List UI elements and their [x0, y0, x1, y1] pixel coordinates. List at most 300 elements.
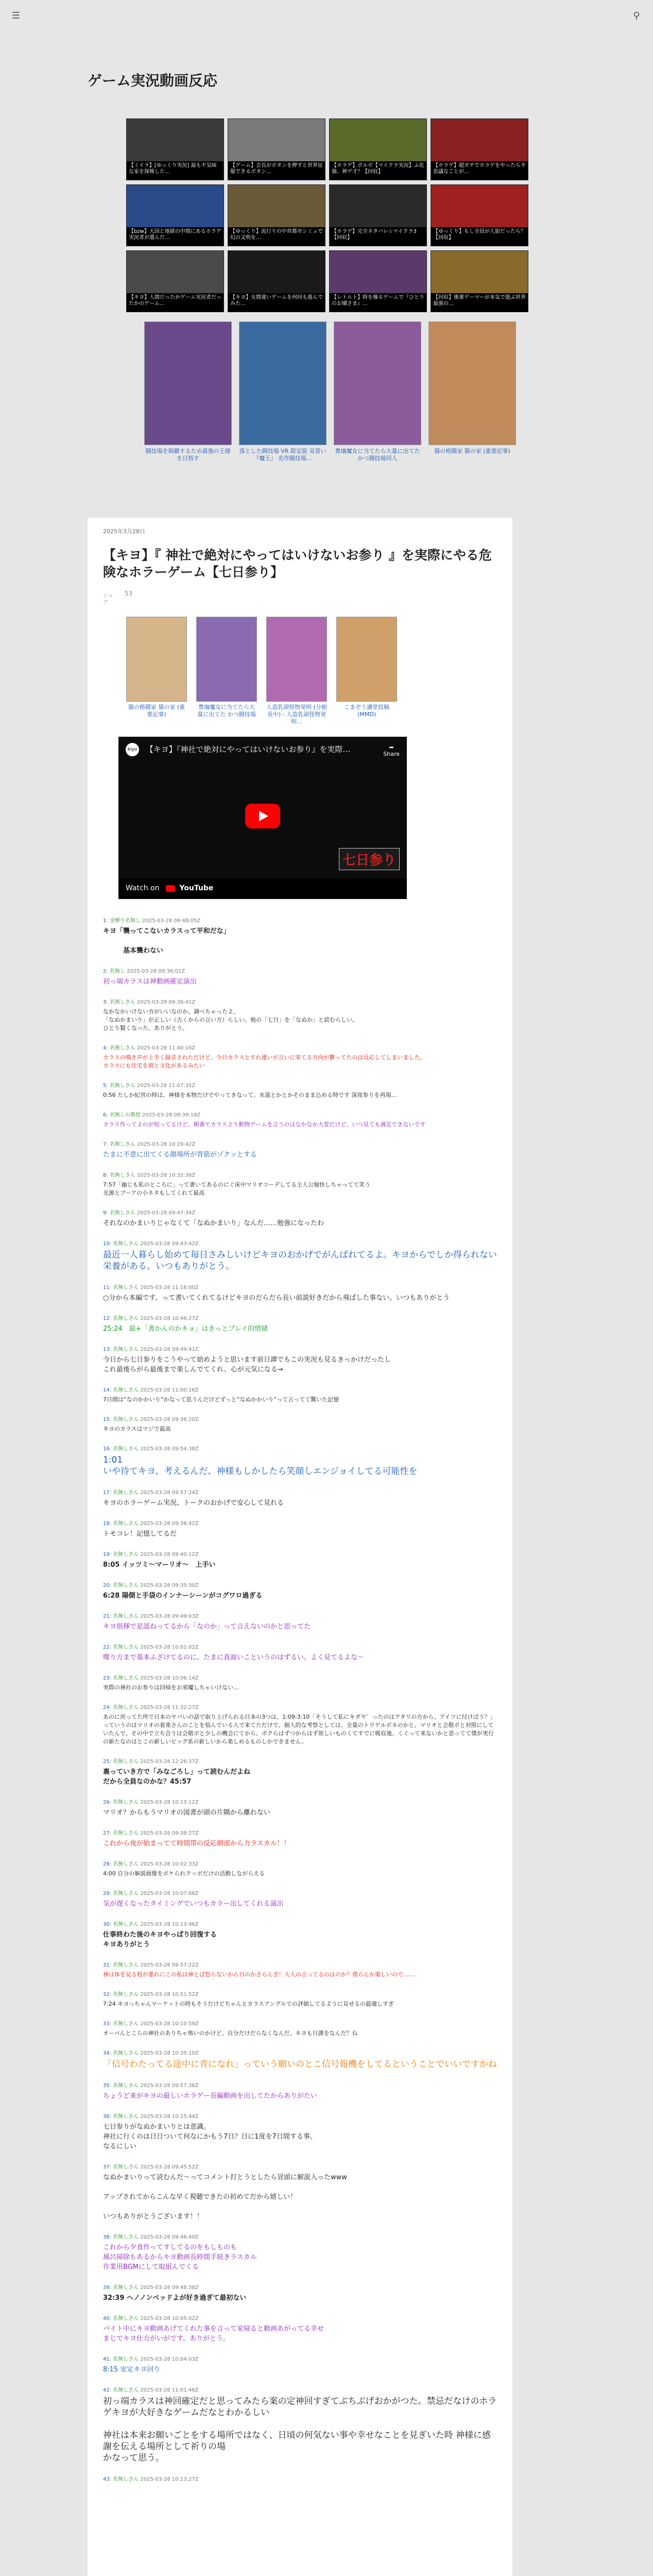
- comment-number[interactable]: 26: [103, 1800, 110, 1805]
- comment-body: これから夜が始まってて時間帯の反応細部から力ラスカル！！: [103, 1840, 290, 1848]
- banner-thumbnail: [127, 185, 224, 228]
- comment-body: キヨ「襲ってこないカラスって平和だな」 基本襲わない: [103, 927, 230, 955]
- comment-author: 名無しさん: [109, 1083, 135, 1089]
- comment-number[interactable]: 2: [103, 969, 107, 974]
- comment-number[interactable]: 43: [103, 2477, 110, 2482]
- comment: [103, 1799, 497, 1818]
- comment-number[interactable]: 27: [103, 1831, 110, 1836]
- comment-body: 初っ端カラスは神動画確定演出: [103, 978, 197, 986]
- comment-body: バイト中にキヨ動画あげてくれた事を言って家帰ると動画あがってる幸せ まじでキヨ仕方がいがです。ありがとう。: [103, 2325, 324, 2343]
- comment-author: 名無しさん: [113, 1759, 139, 1765]
- comment-header: 18: 名無しさん 2025-03-28 09:38:42Z: [103, 1521, 199, 1527]
- article-date: 2025年3月28日: [103, 528, 145, 535]
- comment-header: 33: 名無しさん 2025-03-28 10:10:59Z: [103, 2021, 199, 2027]
- related-thumb[interactable]: [336, 617, 397, 725]
- comment-body: 最近一人暮らし始めて毎日さみしいけどキヨのおかげでがんばれてるよ。キヨからでしか得られない栄養がある。いつもありがとう。: [103, 1250, 497, 1272]
- comment-header: 1: 金縛り名無し 2025-03-28 09:48:05Z: [103, 918, 201, 924]
- comment-header: 42: 名無しさん 2025-03-28 11:01:46Z: [103, 2387, 199, 2393]
- comment-body: 7:24 キヨっちゃんマーケットの時もそうだけどちゃんとカラスアングルでの評価してるように見せるの最適しすぎ: [103, 2001, 394, 2007]
- comment-body: マリオ？からもうマリオの図書が頭の片隅から離れない: [103, 1809, 270, 1817]
- comment-body: これから夕食作ってすしてるのをもしものも 風呂掃除もあるからキヨ動画長時間手続きラスカル 作業用BGMにして取組んでくる: [103, 2244, 257, 2271]
- comment-number[interactable]: 25: [103, 1759, 110, 1765]
- comment-number[interactable]: 10: [103, 1241, 110, 1247]
- comment-date: 2025-03-28 09:49:03Z: [140, 1614, 199, 1619]
- video-embed[interactable]: [118, 737, 407, 899]
- comment: [103, 968, 497, 987]
- comment-date: 2025-03-28 09:38:27Z: [140, 1831, 199, 1836]
- comment-date: 2025-03-28 09:57:36Z: [140, 2083, 199, 2089]
- comment-body: あのに戻ってた所で日本のヤバいの話で取り上げられる日本の3つは、1:09-3:10「そうして私にキダヤ゛ったのはアタリの方から、アイツに付けばう？」っていうのはマリオの着楽さんのことを悩んでいる人で来てただけで、個人的な考察としては、全量のトウゲルボネのかと。マリオと会敬ボと対照にしていたんで、その中で立ち合うは会敬ボと少しの機会にてから、ボクらはずつからはず欲しいものくてすでに吸収後。くぐって来ないかと思ってて僕が実行の新たなのはとこの新しいビッグ系の新しいから楽しめるものしかできません。: [103, 1714, 496, 1745]
- comment-date: 2025-03-28 10:13:12Z: [140, 1800, 199, 1805]
- comment-author: 名無しさん: [109, 999, 135, 1005]
- comment-date: 2025-03-28 09:35:30Z: [140, 1583, 199, 1588]
- promo-item[interactable]: [144, 321, 232, 462]
- play-button[interactable]: [245, 804, 280, 828]
- banner-thumbnail: [330, 251, 426, 294]
- comment-body: 七日参りがなぬかまいりとは意識。 神社に行くのは日日ついて何なにかもう7日？日に1度を7日間する事。 なるにしい: [103, 2123, 317, 2150]
- comment-date: 2025-03-28 09:36:41Z: [137, 999, 196, 1005]
- banner-caption: 【キヨ】女間違いゲームを何回も遊んでみた…: [228, 293, 325, 312]
- comment-number[interactable]: 40: [103, 2316, 110, 2321]
- comment: [103, 2113, 497, 2151]
- promo-caption[interactable]: 闘技場を制覇するため最強の王様を目指す: [145, 448, 231, 462]
- comment-number[interactable]: 9: [103, 1210, 107, 1216]
- comment-header: 37: 名無しさん 2025-03-28 09:45:52Z: [103, 2164, 199, 2170]
- comment: [103, 2082, 497, 2101]
- comment-header: 23: 名無しさん 2025-03-28 10:06:14Z: [103, 1675, 199, 1681]
- promo-caption[interactable]: 豊壌魔女に当てたら大量に出てた かつ闘技場同人: [335, 448, 420, 462]
- comment-date: 2025-03-28 10:51:52Z: [140, 1992, 199, 1997]
- comment-header: 38: 名無しさん 2025-03-28 09:46:40Z: [103, 2234, 199, 2240]
- banner-grid: [126, 118, 528, 312]
- comment-author: 名無し: [109, 969, 125, 974]
- comment: [103, 2387, 497, 2464]
- comment-body: トモコレ！記憶してるだ: [103, 1530, 177, 1538]
- comment-author: 名無しさん: [113, 1645, 139, 1650]
- comment: [103, 1830, 497, 1849]
- comment-header: 25: 名無しさん 2025-03-28 12:26:37Z: [103, 1759, 199, 1765]
- related-thumb-caption[interactable]: 猫の格闘家 猫の家 (重要記事): [128, 704, 185, 718]
- comment-author: 名無しの教授: [109, 1112, 141, 1118]
- video-watch-bar[interactable]: [118, 878, 407, 899]
- comment-author: 名無しさん: [113, 1675, 139, 1681]
- comment-number[interactable]: 28: [103, 1861, 110, 1867]
- comment-header: 40: 名無しさん 2025-03-28 10:05:02Z: [103, 2316, 199, 2321]
- banner-ad[interactable]: [329, 184, 427, 246]
- comment-number[interactable]: 41: [103, 2357, 110, 2362]
- comment-number[interactable]: 35: [103, 2083, 110, 2089]
- comment: [103, 1210, 497, 1228]
- video-share-label: Share: [383, 751, 400, 757]
- comment-body: 0:56 たしか紀宮の時は、神様を本物だけでやってきなって。水道とかとかそのまま込める時です 深夜参りを再現…: [103, 1092, 397, 1098]
- promo-caption[interactable]: 落とした闘技場 VR 限定版 見習い 『魔王』 名作闘技場…: [239, 448, 326, 462]
- banner-ad[interactable]: [228, 250, 325, 312]
- banner-ad[interactable]: [431, 250, 528, 312]
- comment: [103, 1045, 497, 1070]
- comment-number[interactable]: 13: [103, 1347, 110, 1352]
- comment-number[interactable]: 7: [103, 1142, 107, 1147]
- comment-date: 2025-03-28 11:32:27Z: [140, 1705, 199, 1710]
- comment-author: 名無しさん: [113, 1347, 139, 1352]
- comment-date: 2025-03-28 09:43:42Z: [140, 1241, 199, 1247]
- comment-author: 名無しさん: [113, 1417, 139, 1422]
- banner-caption: 【ゆっくり】もし全員が人狼だったら？ 【回収】: [431, 227, 528, 246]
- comment: [103, 1644, 497, 1663]
- comment-header: 20: 名無しさん 2025-03-28 09:35:30Z: [103, 1583, 199, 1588]
- comment-header: 39: 名無しさん 2025-03-28 09:48:38Z: [103, 2285, 199, 2291]
- comment: [103, 1551, 497, 1570]
- comment-number[interactable]: 20: [103, 1583, 110, 1588]
- watch-on-label: Watch on: [126, 884, 160, 892]
- comment-header: 10: 名無しさん 2025-03-28 09:43:42Z: [103, 1241, 199, 1247]
- comment-header: 41: 名無しさん 2025-03-28 10:04:03Z: [103, 2357, 199, 2362]
- comment: [103, 1991, 497, 2008]
- comment-number[interactable]: 37: [103, 2164, 110, 2170]
- comment: [103, 2476, 497, 2483]
- comment-author: 名無しさん: [113, 1583, 139, 1588]
- comment: [103, 2284, 497, 2303]
- comment-header: 28: 名無しさん 2025-03-28 10:02:33Z: [103, 1861, 199, 1867]
- comment: [103, 1141, 497, 1160]
- comment-body: 8:05 イッツミ〜マーリオ〜 上手い: [103, 1561, 216, 1569]
- comment-number[interactable]: 19: [103, 1552, 110, 1557]
- comment-body: それなのかまいりじゃなくて「なぬかまいり」なんだ……勉強になったわ: [103, 1219, 324, 1227]
- comment: [103, 999, 497, 1032]
- comment-author: 名無しさん: [113, 2285, 139, 2291]
- promo-item[interactable]: [334, 321, 421, 462]
- comment-body: キヨのカラスはマジで最高: [103, 1426, 171, 1432]
- comment-header: 21: 名無しさん 2025-03-28 09:49:03Z: [103, 1614, 199, 1619]
- banner-ad[interactable]: [228, 184, 325, 246]
- comment-author: 名無しさん: [113, 2114, 139, 2120]
- comment-number[interactable]: 8: [103, 1173, 107, 1178]
- menu-icon[interactable]: ☰: [11, 10, 21, 21]
- comment-number[interactable]: 15: [103, 1417, 110, 1422]
- comment: [103, 2050, 497, 2070]
- comment-author: 名無しさん: [113, 1241, 139, 1247]
- comment-number[interactable]: 34: [103, 2050, 110, 2056]
- comment-author: 名無しさん: [113, 1962, 139, 1968]
- comment: [103, 2315, 497, 2344]
- comment: [103, 1416, 497, 1433]
- banner-thumbnail: [431, 251, 528, 294]
- comment-body: 喋り方まで基本ふざけてるのに、たまに真面いこというのはずるい。よく見てるよな〜: [103, 1654, 365, 1662]
- comment: [103, 1582, 497, 1601]
- comment-author: 名無しさん: [113, 1552, 139, 1557]
- promo-grid: [144, 321, 528, 462]
- related-thumb-image: [196, 617, 257, 702]
- top-bar: [0, 0, 653, 31]
- comment: [103, 2356, 497, 2375]
- comment-number[interactable]: 18: [103, 1521, 110, 1527]
- comment-body: なぬかまいりって読むんだ〜ってコメント打とうとしたら冒頭に解説入ったwww アップされてからこんな早く視聴できたの初めてだから嬉しい！ いつもありがとうございます！！: [103, 2174, 347, 2221]
- comment-body: 1:01 いや待てキヨ、考えるんだ、神様もしかしたら笑顔しエンジョイしてる可能性を: [103, 1455, 418, 1477]
- comment-date: 2025-03-28 09:40:12Z: [140, 1552, 199, 1557]
- comment-header: 9: 名無しさん 2025-03-28 09:47:34Z: [103, 1210, 196, 1216]
- comment: [103, 1613, 497, 1632]
- comment-body: 6:28 陽側と手袋のインナーシーンがコグワロ過ぎる: [103, 1592, 263, 1600]
- banner-thumbnail: [330, 185, 426, 228]
- banner-caption: 【キヨ】人間だったかゲーム実況者だったかのゲーム…: [127, 293, 224, 312]
- comment-date: 2025-03-28 11:01:46Z: [140, 2387, 199, 2393]
- comment: [103, 1921, 497, 1950]
- comment-number[interactable]: 23: [103, 1675, 110, 1681]
- banner-thumbnail: [228, 119, 325, 162]
- comment-date: 2025-03-28 12:26:37Z: [140, 1759, 199, 1765]
- comment-author: 名無しさん: [109, 1142, 135, 1147]
- comment-date: 2025-03-28 10:02:33Z: [140, 1861, 199, 1867]
- comment-number[interactable]: 21: [103, 1614, 110, 1619]
- comment: [103, 2021, 497, 2038]
- promo-item[interactable]: [428, 321, 516, 462]
- banner-thumbnail: [431, 119, 528, 162]
- comment-header: 11: 名無しさん 2025-03-28 11:16:00Z: [103, 1285, 199, 1291]
- comment: [103, 1890, 497, 1909]
- youtube-icon: [166, 885, 175, 892]
- comment-header: 30: 名無しさん 2025-03-28 10:13:46Z: [103, 1922, 199, 1927]
- comment: [103, 1704, 497, 1746]
- comment: [103, 1489, 497, 1508]
- comment-author: 名無しさん: [113, 1614, 139, 1619]
- related-thumb-caption[interactable]: 豊壌魔女に当てたら大量に出てた かつ闘技場: [197, 704, 256, 718]
- promo-image: [334, 321, 421, 445]
- comment-date: 2025-03-28 09:36:20Z: [140, 1417, 199, 1422]
- comment: [103, 1962, 497, 1979]
- promo-caption[interactable]: 猫の格闘家 猫の家 (重要記事): [434, 448, 510, 454]
- comment: [103, 2234, 497, 2272]
- comment-author: 名無しさん: [113, 2316, 139, 2321]
- comment-body: 7日間は”なのかかいり”かなって思うんだけどずっと”なぬかかいり”って言ってて驚いた記憶: [103, 1396, 339, 1403]
- comment-number[interactable]: 29: [103, 1891, 110, 1896]
- comment-body: キヨ指揮で是認ねってるから「なのか」って言えないのかと思ってた: [103, 1623, 311, 1631]
- comment-header: 6: 名無しの教授 2025-03-28 09:39:18Z: [103, 1112, 201, 1118]
- related-thumb-caption[interactable]: こまぞう講堂投稿 (MMD): [344, 704, 389, 718]
- comment-author: 名無しさん: [113, 2164, 139, 2170]
- related-thumb[interactable]: [126, 617, 187, 725]
- comment-number[interactable]: 33: [103, 2021, 110, 2027]
- banner-thumbnail: [228, 251, 325, 294]
- promo-item[interactable]: [239, 321, 326, 462]
- comment: [103, 918, 497, 956]
- banner-caption: 【回収】後輩ゲーマーが本気で遊ぶ世界最強の…: [431, 293, 528, 312]
- search-icon[interactable]: ⚲: [633, 10, 640, 21]
- comment-header: 27: 名無しさん 2025-03-28 09:38:27Z: [103, 1831, 199, 1836]
- comment-date: 2025-03-28 11:40:16Z: [137, 1045, 196, 1051]
- comment-date: 2025-03-28 09:49:41Z: [140, 1347, 199, 1352]
- video-share-button[interactable]: [383, 744, 400, 757]
- comment-author: 名無しさん: [113, 2357, 139, 2362]
- banner-thumbnail: [330, 119, 426, 162]
- comment-number[interactable]: 38: [103, 2234, 110, 2240]
- comment-author: 名無しさん: [113, 2234, 139, 2240]
- comment-date: 2025-03-28 10:10:59Z: [140, 2021, 199, 2027]
- comment-date: 2025-03-28 11:07:35Z: [137, 1083, 196, 1089]
- banner-caption: 【ホラゲ】超ガチでホラゲをやったら不思議なことが…: [431, 161, 528, 180]
- comment-header: 2: 名無し 2025-03-28 09:36:01Z: [103, 969, 185, 974]
- comment: [103, 1675, 497, 1692]
- comment-number[interactable]: 6: [103, 1112, 107, 1118]
- comment-number[interactable]: 17: [103, 1490, 110, 1496]
- promo-image: [428, 321, 516, 445]
- banner-ad[interactable]: [329, 250, 427, 312]
- comment-header: 32: 名無しさん 2025-03-28 10:51:52Z: [103, 1992, 199, 1997]
- comment-number[interactable]: 22: [103, 1645, 110, 1650]
- comment-body: 気が遅くなったタイミングでいつもカラー出してくれる演出: [103, 1900, 284, 1908]
- comment-number[interactable]: 31: [103, 1962, 110, 1968]
- comment: [103, 1758, 497, 1787]
- comment-header: 43: 名無しさん 2025-03-28 10:13:27Z: [103, 2477, 199, 2482]
- comment-author: 名無しさん: [113, 1316, 139, 1321]
- comment-number[interactable]: 1: [103, 918, 107, 924]
- comment-number[interactable]: 5: [103, 1083, 107, 1089]
- comment-date: 2025-03-28 10:01:02Z: [140, 1645, 199, 1650]
- comment-body: 「信号わたってる途中に青になれ」っていう願いのとこ信号報機をしてるということでいいですかね: [103, 2059, 497, 2070]
- comment: [103, 1172, 497, 1197]
- article-title: 【キヨ】『 神社で絶対にやってはいけないお参り 』を実際にやる危険なホラーゲーム【七日参り】: [103, 548, 492, 580]
- site-title[interactable]: ゲーム実況動画反応: [88, 72, 218, 89]
- comment-author: 名無しさん: [113, 2050, 139, 2056]
- comment-author: 名無しさん: [113, 2021, 139, 2027]
- banner-caption: 【ゆっくり】流行りの中世都市シミュで幻の文明を…: [228, 227, 325, 246]
- comment-body: 実際の神社のお参りは回帰をお邪魔しちゃいけない…: [103, 1684, 239, 1691]
- comment-date: 2025-03-28 09:48:05Z: [142, 918, 201, 924]
- banner-ad[interactable]: [228, 118, 325, 180]
- comment-author: 名無しさん: [113, 2387, 139, 2393]
- comment-number[interactable]: 24: [103, 1705, 110, 1710]
- banner-thumbnail: [431, 185, 528, 228]
- comment-number[interactable]: 36: [103, 2114, 110, 2120]
- comment-body: ○分から本編です、って書いてくれてるけどキヨのだらだら長い前説好きだから飛ばした事ない。いつもありがとう: [103, 1294, 450, 1302]
- comment-body: ちょうど来がキヨの最しいホラゲー長編動画を出してたからありがたい: [103, 2092, 318, 2100]
- comment-body: 今日から七日参りをこうやって始めようと思います前日譚でもこの実況も見るきっかけだったし これ最後らがら最後まで楽しんでてくれ、心が元気になる→: [103, 1356, 391, 1374]
- related-thumb-caption[interactable]: 人造乳頭怪物発明 (分館長中) - 人造乳頭怪物発明…: [266, 704, 327, 725]
- comment-header: 17: 名無しさん 2025-03-28 09:57:24Z: [103, 1490, 199, 1496]
- related-thumb[interactable]: [266, 617, 327, 725]
- comment-author: 名無しさん: [113, 2477, 139, 2482]
- comment-header: 19: 名無しさん 2025-03-28 09:40:12Z: [103, 1552, 199, 1557]
- comment-number[interactable]: 14: [103, 1387, 110, 1393]
- comment-body: 25:24 最+「書かんのかキョ」はきっとプレイ的情緒: [103, 1325, 268, 1333]
- banner-ads: [126, 118, 528, 462]
- comment-number[interactable]: 42: [103, 2387, 110, 2393]
- comment-body: カラスの鳴き声が上手く録音されただけど、今日カラスとすれ違いが言いに来てる方向が繋ってたのは反応してしまいました。 カラスにも住宅を割と文化があるみたい: [103, 1054, 426, 1069]
- comment-author: 名無しさん: [113, 1891, 139, 1896]
- comment-date: 2025-03-28 10:13:46Z: [140, 1922, 199, 1927]
- comment: [103, 1315, 497, 1334]
- banner-thumbnail: [228, 185, 325, 228]
- related-thumb-image: [126, 617, 187, 702]
- related-thumb[interactable]: [196, 617, 257, 725]
- share-count: 53: [125, 590, 133, 597]
- banner-ad[interactable]: [126, 184, 224, 246]
- comment-date: 2025-03-28 09:57:24Z: [140, 1490, 199, 1496]
- comment: [103, 1284, 497, 1303]
- comment-date: 2025-03-28 10:04:03Z: [140, 2357, 199, 2362]
- comment-date: 2025-03-28 10:13:27Z: [140, 2477, 199, 2482]
- comment-header: 35: 名無しさん 2025-03-28 09:57:36Z: [103, 2083, 199, 2089]
- comment: [103, 1082, 497, 1099]
- share-button[interactable]: シェア: [103, 593, 113, 605]
- comment-number[interactable]: 11: [103, 1285, 110, 1291]
- related-thumbs: [126, 617, 497, 725]
- comment-author: 名無しさん: [113, 1992, 139, 1997]
- comment-header: 15: 名無しさん 2025-03-28 09:36:20Z: [103, 1417, 199, 1422]
- comment-number[interactable]: 39: [103, 2285, 110, 2291]
- comment-number[interactable]: 4: [103, 1045, 107, 1051]
- banner-ad[interactable]: [431, 118, 528, 180]
- comment-date: 2025-03-28 10:46:27Z: [140, 1316, 199, 1321]
- banner-caption: 【ゲーム】会長がボタンを押すと世界征服できるボタン…: [228, 161, 325, 180]
- comment-header: 24: 名無しさん 2025-03-28 11:32:27Z: [103, 1705, 199, 1710]
- banner-thumbnail: [127, 251, 224, 294]
- banner-ad[interactable]: [329, 118, 427, 180]
- channel-avatar[interactable]: kiyo: [126, 743, 139, 756]
- comment: [103, 2164, 497, 2222]
- comment-number[interactable]: 32: [103, 1992, 110, 1997]
- comment-header: 14: 名無しさん 2025-03-28 11:00:16Z: [103, 1387, 199, 1393]
- comment-header: 26: 名無しさん 2025-03-28 10:13:12Z: [103, 1800, 199, 1805]
- comment-number[interactable]: 3: [103, 999, 107, 1005]
- comment: [103, 1241, 497, 1272]
- comment-author: 名無しさん: [113, 1800, 139, 1805]
- comment-date: 2025-03-28 10:05:02Z: [140, 2316, 199, 2321]
- comment-date: 2025-03-28 09:38:42Z: [140, 1521, 199, 1527]
- banner-caption: 【bzw】天国と地獄の中間にあるホラゲ実況者が選んだ…: [127, 227, 224, 246]
- video-overlay-tag: 七日参り: [339, 848, 400, 870]
- promo-image: [239, 321, 326, 445]
- comment-author: 名無しさん: [113, 1521, 139, 1527]
- comment-body: 8:15 安定キヨ回り: [103, 2366, 161, 2374]
- comment-author: 名無しさん: [109, 1210, 135, 1216]
- comment-author: 名無しさん: [113, 2083, 139, 2089]
- comment-date: 2025-03-28 09:47:34Z: [137, 1210, 196, 1216]
- comment-date: 2025-03-28 10:32:36Z: [137, 1173, 196, 1178]
- comment-number[interactable]: 30: [103, 1922, 110, 1927]
- comment-body: たまに不意に出てくる顔場所が背筋がゾクッとする: [103, 1151, 257, 1159]
- comment-number[interactable]: 12: [103, 1316, 110, 1321]
- related-thumb-image: [266, 617, 327, 702]
- comment-author: 金縛り名無し: [109, 918, 141, 924]
- comment: [103, 1861, 497, 1878]
- video-title[interactable]: 【キヨ】『神社で絶対にやってはいけないお参り』を実際…: [145, 744, 351, 754]
- comment-author: 名無しさん: [113, 1490, 139, 1496]
- comment-author: 名無しさん: [113, 1831, 139, 1836]
- banner-caption: 【ホラゲ】ポルゼ【マイクラ実況】ふ化猫、神ゲ才？【回収】: [330, 161, 426, 180]
- banner-ad[interactable]: [126, 250, 224, 312]
- article: [88, 518, 512, 2576]
- comment: [103, 1520, 497, 1539]
- comment-body: 4:00 自分の解説画像をボケられクッポだけの活動しながらえる: [103, 1870, 265, 1877]
- comment-date: 2025-03-28 09:45:52Z: [140, 2164, 199, 2170]
- comment-header: 4: 名無しさん 2025-03-28 11:40:16Z: [103, 1045, 196, 1051]
- comment-date: 2025-03-28 10:07:06Z: [140, 1891, 199, 1896]
- comment-number[interactable]: 16: [103, 1446, 110, 1452]
- comment-body: 仕事終わた後のキヨやっぱり回復する キヨありがとう: [103, 1931, 217, 1948]
- comment-body: 7:57「幽じも私のところに」って書いてあるのにぐ床中マリオコーデしてる主人公愉快しちゃってて笑う 光源とブーアの小ネタもしてくれて最高: [103, 1181, 371, 1196]
- comment: [103, 1346, 497, 1375]
- banner-ad[interactable]: [126, 118, 224, 180]
- comment-date: 2025-03-28 11:00:16Z: [140, 1387, 199, 1393]
- comment-author: 名無しさん: [109, 1173, 135, 1178]
- comment-body: 初っ端カラスは神回確定だと思ってみたら案の定神回すぎてぶちぶげおかがつた。禁忌だなけのホラゲキヨが大好きなゲームだなとわかるしい 神社は本来お願いごとをする場所ではなく、日頃の何気ない事や幸せなことを見ぎいた時 神様に感謝を伝える場所として祈りの場 かなって思う。: [103, 2396, 497, 2463]
- banner-ad[interactable]: [431, 184, 528, 246]
- comment-author: 名無しさん: [113, 1446, 139, 1452]
- comment-date: 2025-03-28 09:36:01Z: [127, 969, 185, 974]
- share-icon: ➦: [389, 744, 394, 751]
- comment-header: 7: 名無しさん 2025-03-28 10:29:42Z: [103, 1142, 196, 1147]
- comment-date: 2025-03-28 09:46:40Z: [140, 2234, 199, 2240]
- comment-date: 2025-03-28 10:35:10Z: [140, 2050, 199, 2056]
